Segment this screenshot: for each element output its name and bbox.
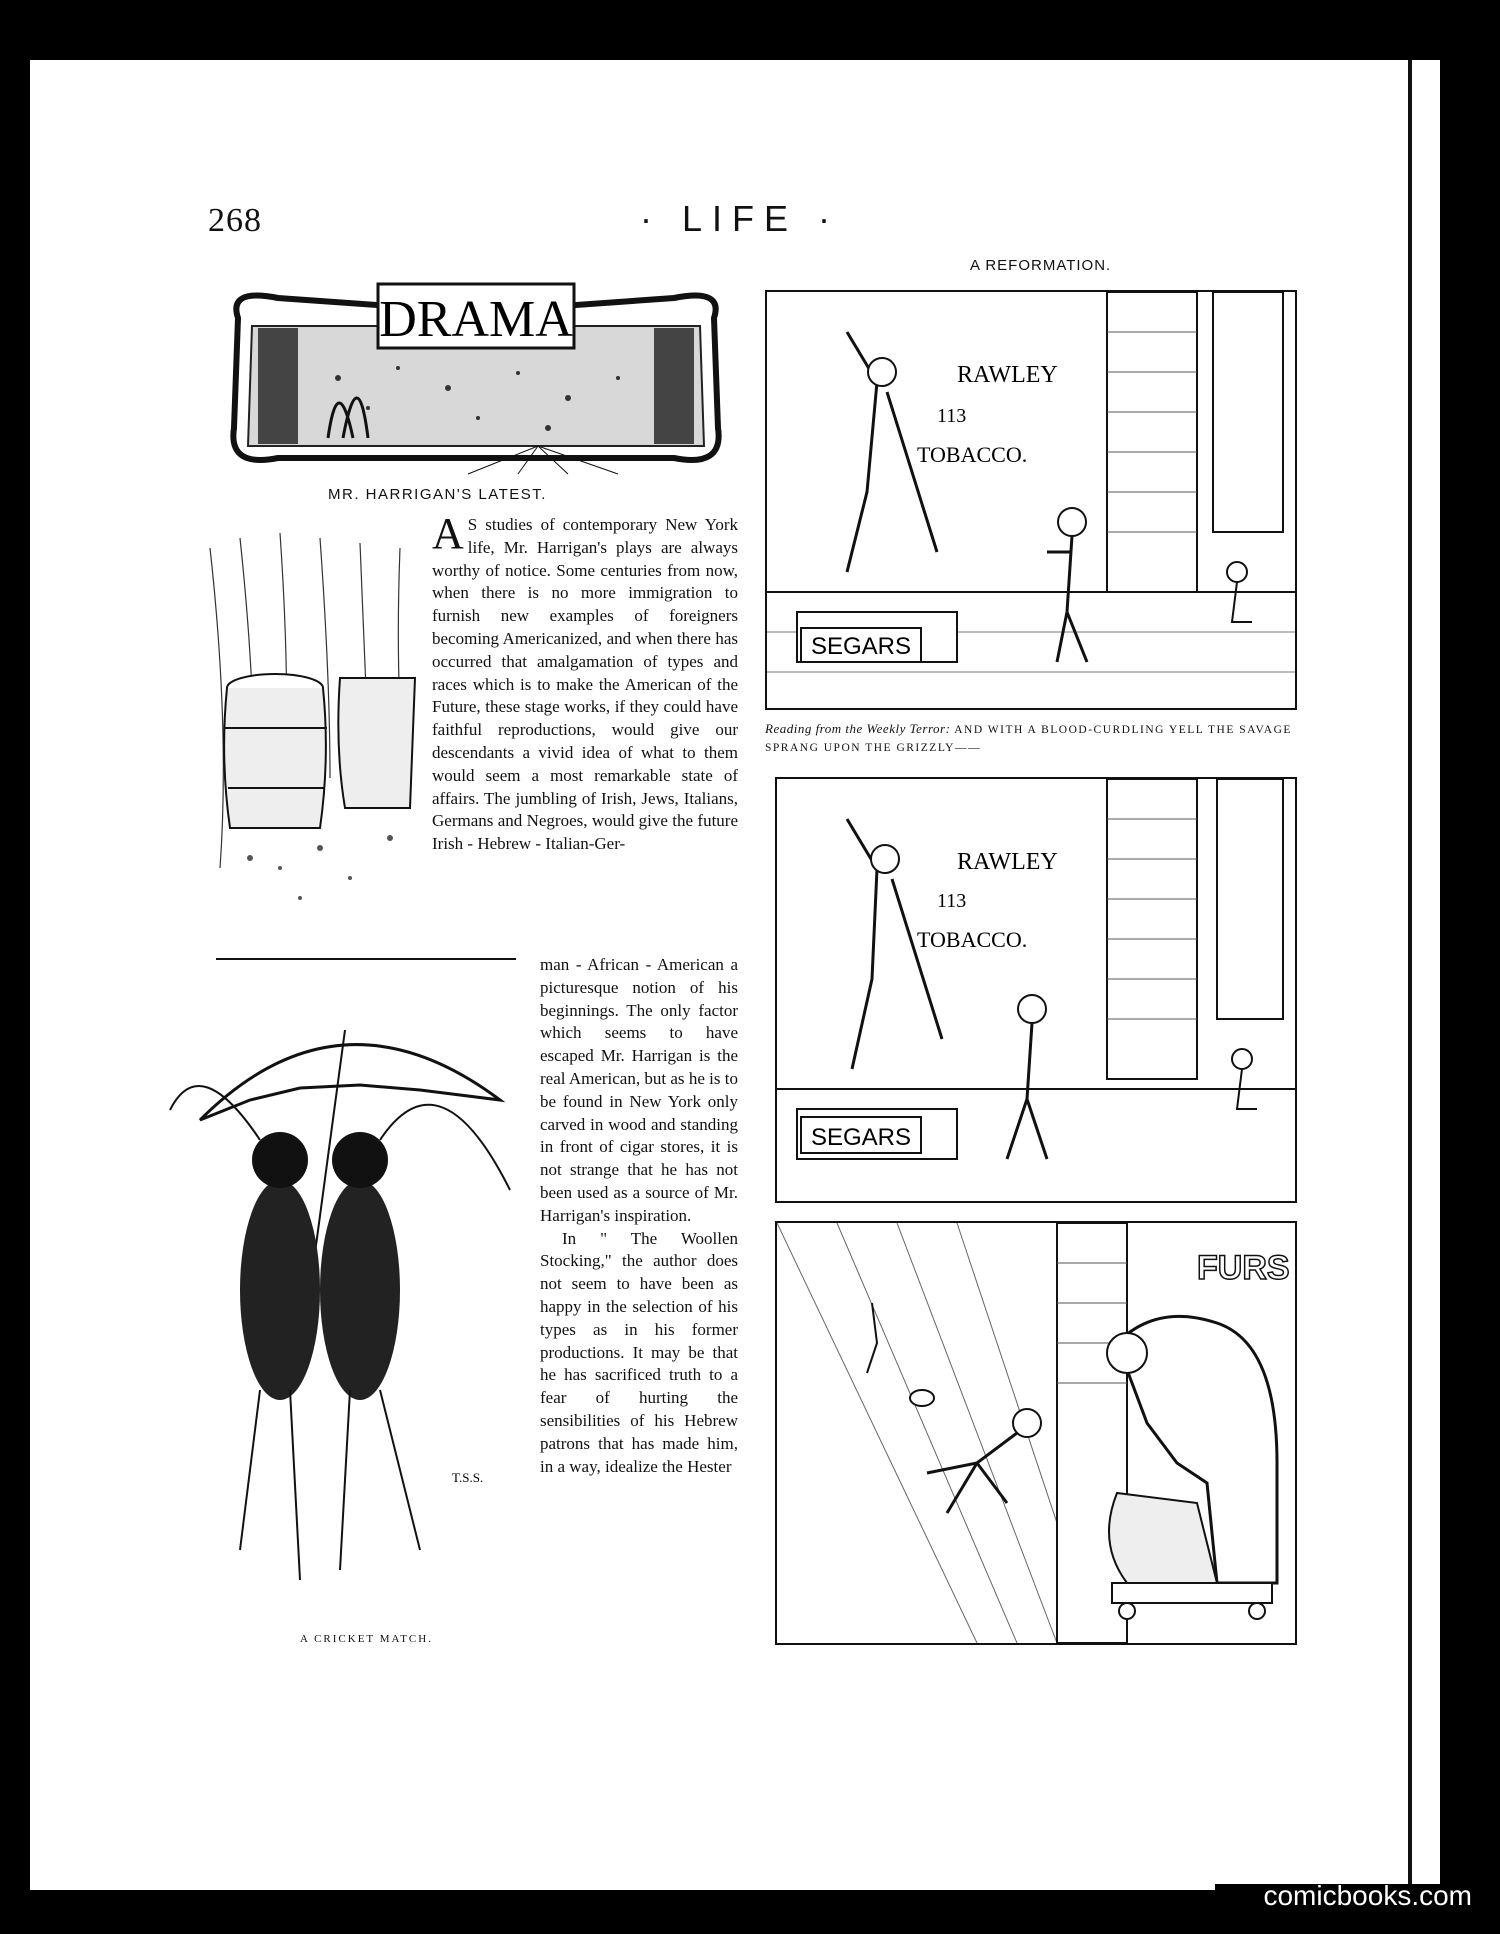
article-col2-paragraph-1: man - African - American a picturesque notion of his beginnings. The only factor which seems to have escaped Mr. Harrigan is the real American, but as he is to be found in New York only carved in wood and standing in front of cigar stores, it is not strange that he has not been used as a source of Mr. Harrigan's inspiration.	[540, 955, 738, 1225]
article-subhead: MR. HARRIGAN'S LATEST.	[328, 486, 547, 503]
cartoon-caption-text: AND WITH A BLOOD-CURDLING YELL THE SAVAGE SPRANG UPON THE GRIZZLY——	[765, 724, 1292, 754]
article-col2-paragraph-2: In " The Woollen Stocking," the author does not seem to have been as happy in the selection of his types as in his former productions. It may be that he has sacrificed truth to a fear of hurting the sensibilities of his Hebrew patrons that has made him, in a way, idealize the Hester	[540, 1228, 738, 1476]
cartoon-panel-1	[765, 290, 1297, 710]
cartoon-panel-3	[775, 1221, 1297, 1645]
article-col1-text: S studies of contemporary New York life, Mr. Harrigan's plays are always worthy of notice. Some centuries from now, when there is no more immigration to furnish new examples of foreigners becoming Americanized, and when there has occurred that amalgamation of types and races which is to make the American of the Future, these stage works, if they could have faithful reproductions, would give our descendants a vivid idea of what to them would seem a most remarkable state of affairs. The jumbling of Irish, Jews, Italians, Germans and Negroes, would give the future Irish - Hebrew - Italian-Ger-	[432, 515, 738, 854]
masthead: · LIFE ·	[640, 198, 841, 239]
sign-furs: FURS	[1197, 1249, 1290, 1287]
cartoon-caption-italic: Reading from the Weekly Terror:	[765, 721, 951, 736]
sign-number-1: 113	[937, 405, 967, 427]
sign-segars-1: SEGARS	[810, 633, 912, 660]
cricket-match-illustration	[160, 990, 520, 1620]
drama-banner-text: DRAMA	[379, 291, 573, 348]
cartoon-title: A REFORMATION.	[970, 257, 1112, 274]
barrels-illustration	[190, 528, 422, 928]
watermark: comicbooks.com	[1263, 1880, 1472, 1911]
page-number: 268	[208, 202, 262, 239]
cricket-caption: A CRICKET MATCH.	[300, 1633, 433, 1645]
cricket-signature: T.S.S.	[452, 1470, 484, 1485]
sign-number-2: 113	[937, 890, 967, 912]
section-rule	[216, 958, 516, 960]
cartoon-caption	[765, 720, 1305, 757]
sign-tobacco-2: TOBACCO.	[917, 927, 1028, 952]
sign-tobacco-1: TOBACCO.	[917, 442, 1028, 467]
sign-rawley-2: RAWLEY	[957, 849, 1058, 875]
cartoon-panel-2	[775, 777, 1297, 1203]
sign-rawley-1: RAWLEY	[957, 362, 1058, 388]
sign-segars-2: SEGARS	[810, 1124, 912, 1151]
drop-cap: A	[432, 509, 464, 558]
article-column-2	[540, 954, 738, 1478]
binding-edge	[1408, 60, 1412, 1890]
drama-banner-illustration	[218, 278, 734, 478]
article-column-1	[432, 509, 738, 856]
